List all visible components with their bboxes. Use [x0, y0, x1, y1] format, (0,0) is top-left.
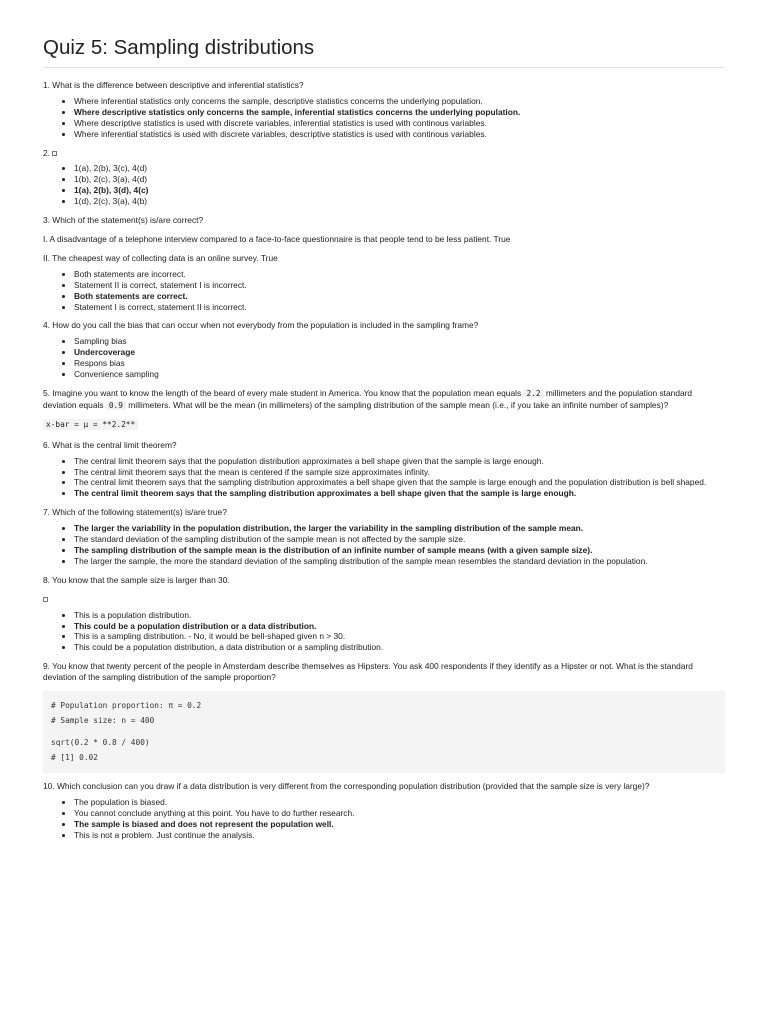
question-3-options: [43, 269, 725, 313]
question-9: 9. You know that twenty percent of the people in Amsterdam describe themselves as Hipsters. You ask 400 respondents if they identify as a Hipster or not. What is the standard deviation of the sampling distribution of the sample proportion?: [43, 661, 693, 683]
q7-option-d: The larger the sample, the more the standard deviation of the sampling distribution of the sample mean resembles the standard deviation in the population.: [74, 556, 725, 567]
q5-text-b: millimeters and the population standard deviation equals: [43, 387, 693, 410]
question-3-statement-1: I. A disadvantage of a telephone interview compared to a face-to-face questionnaire is that people tend to be less patient. True: [43, 233, 511, 244]
q3-option-b: Statement II is correct, statement I is incorrect.: [74, 280, 725, 291]
question-10-options: [43, 797, 725, 841]
q10-option-b: You cannot conclude anything at this point. You have to do further research.: [74, 808, 725, 819]
question-5: [43, 388, 725, 412]
q9-code-line: sqrt(0.2 * 0.8 / 400): [51, 738, 150, 748]
question-3-statement-2: II. The cheapest way of collecting data is an online survey. True: [43, 252, 278, 263]
q9-code-line: # Sample size: n = 400: [51, 715, 155, 725]
q9-code-line: # [1] 0.02: [51, 752, 98, 762]
q5-answer-code: x-bar = μ = **2.2**: [43, 419, 138, 430]
question-1-options: [43, 96, 725, 140]
page-title: Quiz 5: Sampling distributions: [43, 0, 725, 68]
question-4-options: [43, 336, 725, 380]
q10-option-c-correct: The sample is biased and does not represent the population well.: [74, 819, 725, 830]
question-2-label: 2.: [43, 147, 50, 158]
question-8: 8. You know that the sample size is larger than 30.: [43, 574, 230, 585]
q9-code-line: # Population proportion: π = 0.2: [51, 701, 202, 711]
q1-option-b-correct: Where descriptive statistics only concerns the sample, inferential statistics concerns the underlying population.: [74, 107, 725, 118]
q8-option-a: This is a population distribution.: [74, 610, 725, 621]
q4-option-d: Convenience sampling: [74, 369, 725, 380]
question-7: 7. Which of the following statement(s) is/are true?: [43, 507, 227, 518]
q5-mean-value: 2.2: [523, 389, 543, 398]
q2-option-c-correct: 1(a), 2(b), 3(d), 4(c): [74, 185, 725, 196]
broken-image-icon: [43, 597, 48, 602]
q3-option-c-correct: Both statements are correct.: [74, 291, 725, 302]
q7-option-a-correct: The larger the variability in the population distribution, the larger the variability in the sampling distribution of the sample mean.: [74, 523, 725, 534]
q2-option-b: 1(b), 2(c), 3(a), 4(d): [74, 174, 725, 185]
q8-option-c: This is a sampling distribution. - No, it would be bell-shaped given n > 30.: [74, 631, 725, 642]
q8-option-d: This could be a population distribution, a data distribution or a sampling distribution.: [74, 642, 725, 653]
q1-option-c: Where descriptive statistics is used with discrete variables, inferential statistics is used with continous variables.: [74, 118, 725, 129]
question-3: 3. Which of the statement(s) is/are correct?: [43, 215, 204, 226]
q5-sd-value: 0.9: [106, 401, 126, 410]
q7-option-c-correct: The sampling distribution of the sample mean is the distribution of an infinite number of sample means (with a given sample size).: [74, 545, 725, 556]
question-7-options: [43, 523, 725, 567]
q2-option-d: 1(d), 2(c), 3(a), 4(b): [74, 196, 725, 207]
q9-code-blank: [51, 728, 717, 736]
q1-option-a: Where inferential statistics only concerns the sample, descriptive statistics concerns the underlying population.: [74, 96, 725, 107]
q6-option-b: The central limit theorem says that the mean is centered if the sample size approximates infinity.: [74, 467, 725, 478]
question-8-options: [43, 610, 725, 654]
q7-option-b: The standard deviation of the sampling distribution of the sample mean is not affected by the sample size.: [74, 534, 725, 545]
q3-option-d: Statement I is correct, statement II is incorrect.: [74, 302, 725, 313]
broken-image-icon: [52, 151, 57, 156]
q2-option-a: 1(a), 2(b), 3(c), 4(d): [74, 163, 725, 174]
q1-option-d: Where inferential statistics is used with discrete variables, descriptive statistics is used with continous variables.: [74, 129, 725, 140]
q9-code-block: [43, 691, 725, 773]
q4-option-b-correct: Undercoverage: [74, 347, 725, 358]
q4-option-a: Sampling bias: [74, 336, 725, 347]
q6-option-c: The central limit theorem says that the sampling distribution approximates a bell shape given that the sample is large enough and the population distribution is bell shaped.: [74, 477, 725, 488]
question-8-image: [43, 594, 725, 605]
question-6: 6. What is the central limit theorem?: [43, 439, 177, 450]
question-10: 10. Which conclusion can you draw if a data distribution is very different from the corresponding population distribution (provided that the sample size is very large)?: [43, 781, 650, 792]
q10-option-a: The population is biased.: [74, 797, 725, 808]
q6-option-a: The central limit theorem says that the population distribution approximates a bell shape given that the sample is large enough.: [74, 456, 725, 467]
q4-option-c: Respons bias: [74, 358, 725, 369]
q5-text-c: millimeters. What will be the mean (in millimeters) of the sampling distribution of the sample mean (i.e., if you take an infinite number of samples)?: [128, 399, 669, 410]
q10-option-d: This is not a problem. Just continue the analysis.: [74, 830, 725, 841]
q6-option-d-correct: The central limit theorem says that the sampling distribution approximates a bell shape given that the sample is large enough.: [74, 488, 725, 499]
q8-option-b-correct: This could be a population distribution or a data distribution.: [74, 621, 725, 632]
question-4: 4. How do you call the bias that can occur when not everybody from the population is included in the sampling frame?: [43, 320, 479, 331]
q5-text-a: 5. Imagine you want to know the length of the beard of every male student in America. You know that the population mean equals: [43, 387, 522, 398]
question-2-options: [43, 163, 725, 207]
question-1: 1. What is the difference between descriptive and inferential statistics?: [43, 80, 304, 90]
question-6-options: [43, 456, 725, 500]
question-2: [43, 148, 725, 159]
q3-option-a: Both statements are incorrect.: [74, 269, 725, 280]
